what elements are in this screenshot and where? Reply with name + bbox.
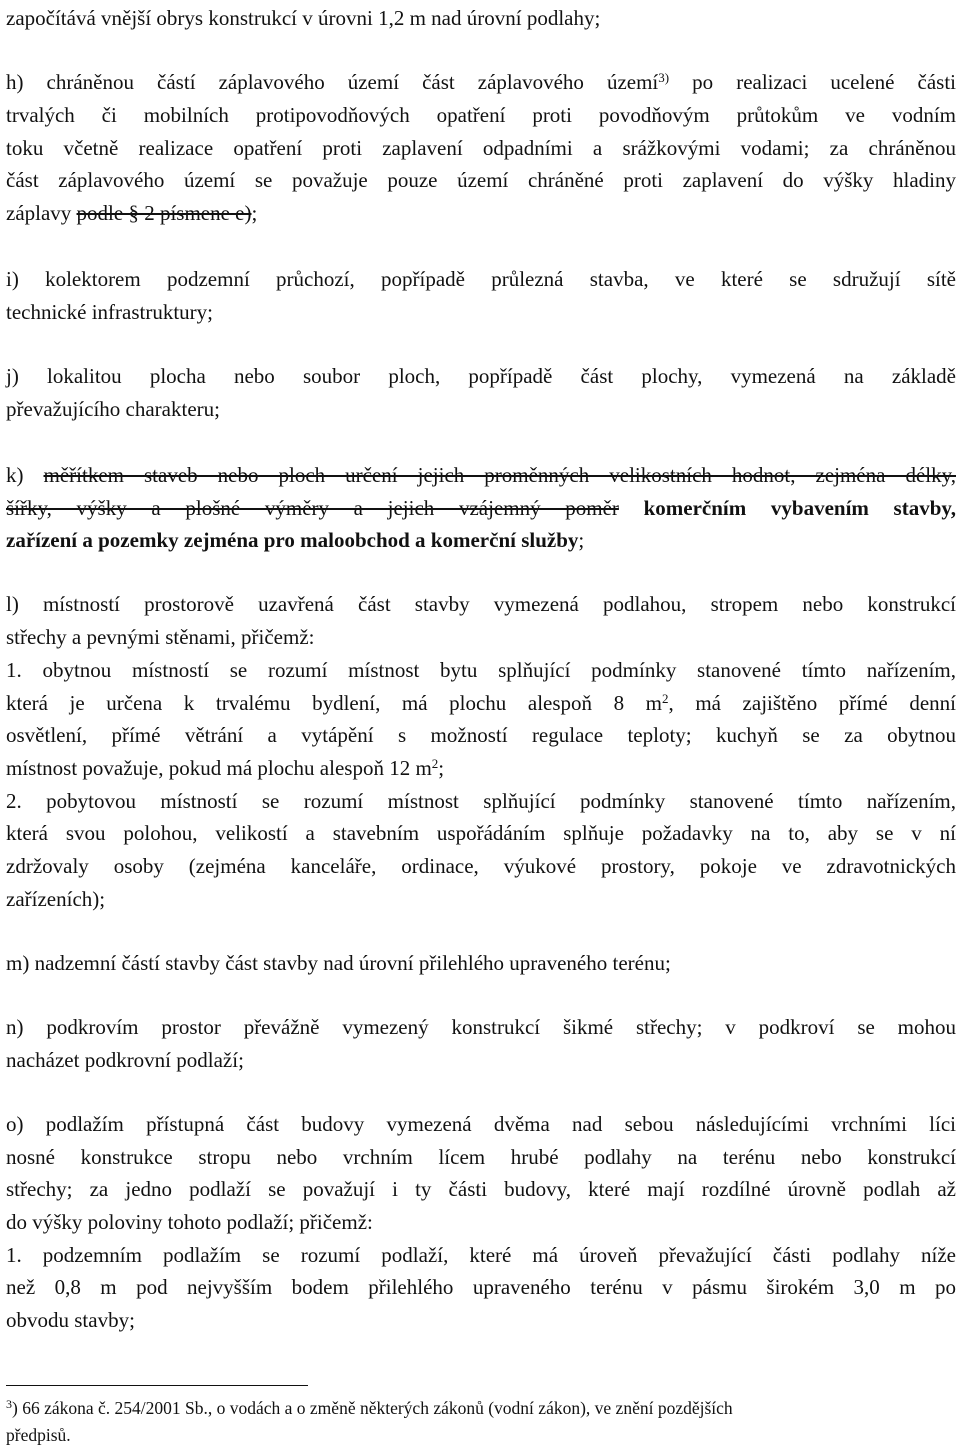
paragraph-h-line: část záplavového území se považuje pouze území chráněné proti zaplavení do výšky hladiny [6,168,956,193]
deleted-text: měřítkem staveb nebo ploch určení jejich proměnných velikostních hodnot, zejména délky, [43,462,956,487]
paragraph-o-line: střechy; za jedno podlaží se považují i ty části budovy, které mají rozdílné úrovně podlah až [6,1177,956,1202]
text-span: po realizaci ucelené části [669,70,956,95]
footnote [6,1395,946,1449]
paragraph-l-line: zdržovaly osoby (zejména kanceláře, ordinace, výukové prostory, pokoje ve zdravotnických [6,853,956,878]
paragraph-i-line: technické infrastruktury; [6,299,214,324]
footnote-line: předpisů. [6,1425,71,1445]
paragraph-k-line [6,459,956,492]
paragraph-i-line: i) kolektorem podzemní průchozí, popřípadě průlezná stavba, ve které se sdružují sítě [6,267,956,292]
superscript: 2 [431,755,439,771]
paragraph-o-line: nosné konstrukce stropu nebo vrchním lícem hrubé podlahy na terénu nebo konstrukcí [6,1144,956,1169]
text-line: započítává vnější obrys konstrukcí v úrovni 1,2 m nad úrovní podlahy; [6,6,601,30]
inserted-text: komerčním vybavením stavby, [618,495,956,520]
paragraph-j-line: převažujícího charakteru; [6,396,220,421]
deleted-text: šířky, výšky a plošné výměry a jejich vzájemný poměr [6,495,619,520]
text-span: h) chráněnou částí záplavového území část záplavového území [6,70,659,95]
paragraph-l-line: 1. obytnou místností se rozumí místnost bytu splňující podmínky stanovené tímto nařízením, [6,657,956,682]
paragraph-o-line: obvodu stavby; [6,1308,135,1332]
footnote-ref: 3) [658,70,670,86]
paragraph-l-line: zařízeních); [6,886,106,911]
text-span: ; [438,755,445,780]
paragraph-o-line: do výšky poloviny tohoto podlaží; přičemž: [6,1209,373,1234]
paragraph-k-line [6,492,956,525]
footnote-line [6,1395,946,1422]
paragraph-l-line: 2. pobytovou místností se rozumí místnost splňující podmínky stanovené tímto nařízením, [6,788,956,813]
paragraph-l-line: střechy a pevnými stěnami, přičemž: [6,625,315,650]
paragraph-l-line: která svou polohou, velikostí a stavebním uspořádáním splňuje požadavky na to, aby se v ní [6,821,956,846]
paragraph-l-line: osvětlení, přímé větrání a vytápění s možností regulace teploty; kuchyň se za obytnou [6,723,956,748]
footnote-mark: 3 [6,1397,12,1411]
text-span: záplavy [6,200,77,225]
paragraph-n-line: n) podkrovím prostor převážně vymezený konstrukcí šikmé střechy; v podkroví se mohou [6,1015,956,1039]
paragraph-h-line [6,66,956,99]
text-span: ; [251,200,258,225]
superscript: 2 [662,690,669,706]
text-span: místnost považuje, pokud má plochu alespoň 12 m [6,755,432,780]
text-span: ) 66 zákona č. 254/2001 Sb., o vodách a o změně některých zákonů (vodní zákon), ve znění pozdějších [12,1398,733,1418]
paragraph-k-line [6,524,956,557]
paragraph-n-line: nacházet podkrovní podlaží; [6,1047,244,1072]
paragraph-l-line [6,752,956,785]
text-span: ; [578,528,585,553]
paragraph-o-line: o) podlažím přístupná část budovy vymezená dvěma nad sebou následujícími vrchními líci [6,1111,956,1136]
paragraph-h-line: trvalých či mobilních protipovodňových opatření proti povodňovým průtokům ve vodním [6,102,956,127]
text-span: která je určena k trvalému bydlení, má plochu alespoň 8 m [6,690,662,715]
paragraph-h-line: toku včetně realizace opatření proti zaplavení odpadními a srážkovými vodami; za chráněnou [6,135,956,160]
paragraph-h-line [6,197,956,230]
deleted-text: podle § 2 písmene e) [76,200,252,225]
paragraph-o-line: 1. podzemním podlažím se rozumí podlaží, které má úroveň převažující části podlahy níže [6,1242,956,1267]
paragraph-m-line: m) nadzemní částí stavby část stavby nad úrovní přilehlého upraveného terénu; [6,950,671,975]
inserted-text: zařízení a pozemky zejména pro maloobchod a komerční služby [6,528,579,553]
paragraph-o-line: než 0,8 m pod nejvyšším bodem přilehlého upraveného terénu v pásmu širokém 3,0 m po [6,1275,956,1300]
paragraph-l-line: l) místností prostorově uzavřená část stavby vymezená podlahou, stropem nebo konstrukcí [6,592,956,617]
text-span: , má zajištěno přímé denní [668,690,956,715]
footnote-separator [6,1385,308,1386]
text-span: k) [6,462,44,487]
document-body [6,2,956,1337]
paragraph-l-line [6,687,956,720]
paragraph-j-line: j) lokalitou plocha nebo soubor ploch, popřípadě část plochy, vymezená na základě [6,364,956,388]
